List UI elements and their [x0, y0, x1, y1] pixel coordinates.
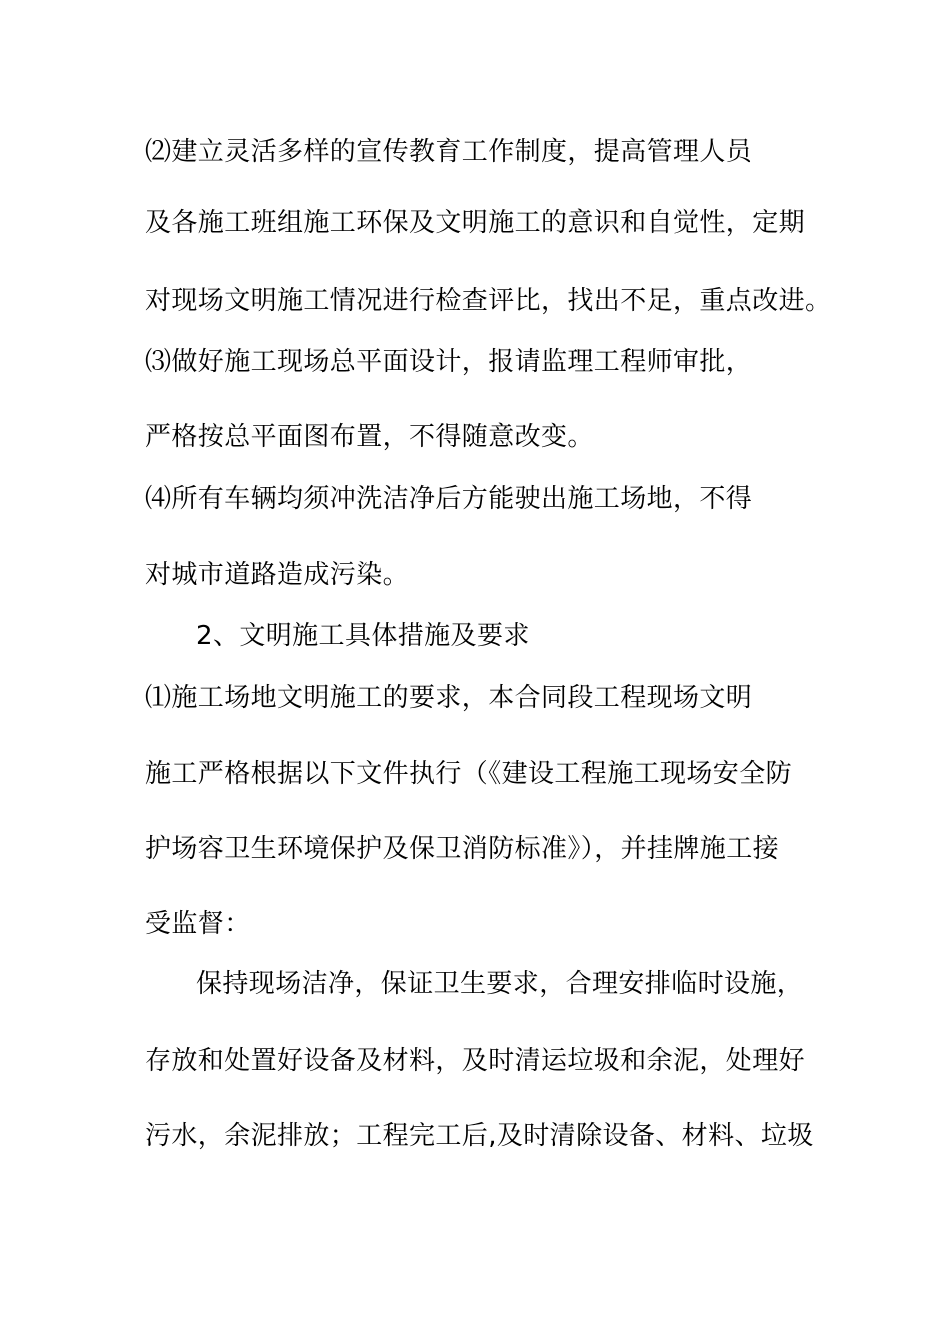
paragraph-5-line-1: 保持现场洁净，保证卫生要求，合理安排临时设施，	[196, 969, 804, 999]
paragraph-4-line-1: ⑷所有车辆均须冲洗洁净后方能驶出施工场地，不得	[145, 484, 753, 514]
paragraph-2-line-3: 对现场文明施工情况进行检查评比，找出不足，重点改进。	[145, 286, 832, 316]
paragraph-1-line-4: 受监督：	[145, 909, 251, 939]
paragraph-5-line-2: 存放和处置好设备及材料，及时清运垃圾和余泥，处理好	[145, 1046, 806, 1076]
paragraph-2-line-1: ⑵建立灵活多样的宣传教育工作制度，提高管理人员	[145, 137, 753, 167]
paragraph-1-line-2: 施工严格根据以下文件执行（《建设工程施工现场安全防	[145, 759, 793, 789]
section-heading: 2、文明施工具体措施及要求	[196, 621, 530, 651]
paragraph-4-line-2: 对城市道路造成污染。	[145, 560, 410, 590]
paragraph-1-line-1: ⑴施工场地文明施工的要求，本合同段工程现场文明	[145, 683, 753, 713]
paragraph-5-line-3: 污水，余泥排放；工程完工后,及时清除设备、材料、垃圾	[145, 1121, 814, 1151]
paragraph-1-line-3: 护场容卫生环境保护及保卫消防标准》），并挂牌施工接	[145, 834, 780, 864]
paragraph-2-line-2: 及各施工班组施工环保及文明施工的意识和自觉性，定期	[145, 208, 806, 238]
paragraph-3-line-1: ⑶做好施工现场总平面设计，报请监理工程师审批，	[145, 347, 753, 377]
paragraph-3-line-2: 严格按总平面图布置，不得随意改变。	[145, 422, 594, 452]
